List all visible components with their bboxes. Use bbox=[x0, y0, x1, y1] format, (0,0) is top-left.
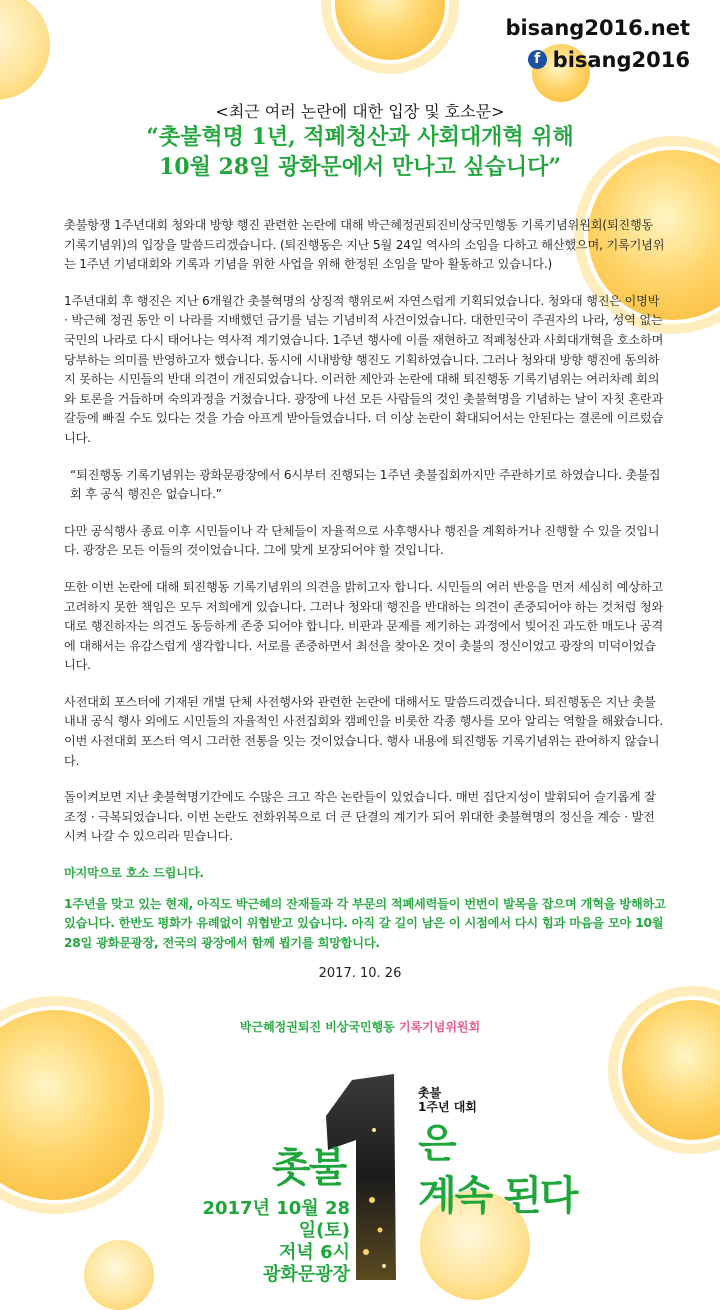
org-logo bbox=[0, 1018, 720, 1035]
big-number-text: 1 bbox=[322, 1070, 323, 1071]
decor-orb-top bbox=[335, 0, 445, 60]
paragraph-march: 1주년대회 후 행진은 지난 6개월간 촛불혁명의 상징적 행위로써 자연스럽게 기획되었습니다. 청와대 행진은 이명박 · 박근혜 정권 동안 이 나라를 지배했던 금기를 넘는 기념비적 사건이었습니다. 대한민국이 주권자의 나라, 성역 없는 국민의 나라로 다시 태어나는 역사적 계기였습니다. 1주년 행사에 이를 재현하고 적폐청산과 사회대개혁을 호소하며 당부하는 의미를 반영하고자 했습니다. 동시에 시내방향 행진도 기획하였습니다. 그러나 청와대 방향 행진에 동의하지 못하는 시민들의 반대 의견이 개진되었습니다. 이러한 제안과 논란에 대해 퇴진행동 기록기념위는 여러차례 회의와 토론을 거듭하며 숙의과정을 거쳤습니다. 광장에 나선 모든 사람들의 것인 촛불혁명을 기념하는 날이 자칫 혼란과 갈등에 빠질 수도 있다는 것을 가슴 아프게 받아들였습니다. 더 이상 논란이 확대되어서는 안된다는 결론에 이르렀습니다. bbox=[64, 293, 664, 445]
poster-date bbox=[190, 1198, 350, 1286]
poster-word-chotbul: 촛불 bbox=[272, 1145, 346, 1191]
poster-date-line-3: 광화문광장 bbox=[263, 1264, 350, 1285]
appeal-heading: 마지막으로 호소 드립니다. bbox=[64, 866, 204, 881]
paragraph-opinion: 또한 이번 논란에 대해 퇴진행동 기록기념위의 의견을 밝히고자 합니다. 시민들의 여러 반응을 먼저 세심히 예상하고 고려하지 못한 책임은 모두 저희에게 있습니다. 그러나 청와대 행진을 반대하는 의견이 존중되어야 하는 것처럼 청와대로 행진하자는 의견도 동등하게 존중 되어야 합니다. 비판과 문제를 제기하는 과정에서 빚어진 과도한 매도나 공격에 대해서는 유감스럽게 생각합니다. 서로를 존중하면서 최선을 찾아온 것이 촛불의 정신이었고 광장의 미덕이었습니다. bbox=[64, 579, 664, 673]
statement-body bbox=[64, 216, 666, 970]
poster-date-line-2: 저녁 6시 bbox=[279, 1242, 350, 1263]
poster-word-eun: 은 bbox=[418, 1121, 457, 1167]
headline-line-2: 10월 28일 광화문에서 만나고 싶습니다” bbox=[158, 154, 562, 180]
statement-date: 2017. 10. 26 bbox=[318, 966, 402, 981]
poster-word-gyesok: 계속 된다 bbox=[418, 1173, 577, 1219]
paragraph-poster: 사전대회 포스터에 기재된 개별 단체 사전행사와 관련한 논란에 대해서도 말씀드리겠습니다. 퇴진행동은 지난 촛불 내내 공식 행사 외에도 시민들의 자율적인 사전집회와 캠페인을 비롯한 각종 행사를 모아 알리는 역할을 해왔습니다. 이번 사전대회 포스터 역시 그러한 전통을 잇는 것이었습니다. 행사 내용에 퇴진행동 기록기념위는 관여하지 않습니다. bbox=[64, 694, 664, 768]
decor-orb-top-left bbox=[0, 0, 50, 100]
site-url[interactable]: bisang2016.net bbox=[505, 16, 690, 40]
org-logo-part-2: 기록기념위원회 bbox=[398, 1020, 481, 1034]
facebook-icon: f bbox=[528, 50, 547, 69]
facebook-link[interactable] bbox=[528, 46, 690, 74]
facebook-handle: bisang2016 bbox=[552, 47, 690, 72]
org-logo-part-1: 박근혜정권퇴진 비상국민행동 bbox=[239, 1020, 395, 1034]
appeal-text: 1주년을 맞고 있는 현재, 아직도 박근혜의 잔재들과 각 부문의 적폐세력들이 번번이 발목을 잡으며 개혁을 방해하고 있습니다. 한반도 평화가 유례없이 위협받고 있습니다. 아직 갈 길이 남은 이 시점에서 다시 힘과 마음을 모아 10월 28일 광화문광장, 전국의 광장에서 함께 뵙기를 희망합니다. bbox=[64, 896, 666, 950]
paragraph-intro: 촛불항쟁 1주년대회 청와대 방향 행진 관련한 논란에 대해 박근혜정권퇴진비상국민행동 기록기념위원회(퇴진행동 기록기념위)의 입장을 말씀드리겠습니다. (퇴진행동은 지난 5월 24일 역사의 소임을 다하고 해산했으며, 기록기념위는 1주년 기념대회와 기록과 기념을 위한 사업을 위해 한정된 소임을 맡아 활동하고 있습니다.) bbox=[64, 218, 665, 272]
paragraph-quote: “퇴진행동 기록기념위는 광화문광장에서 6시부터 진행되는 1주년 촛불집회까지만 주관하기로 하였습니다. 촛불집회 후 공식 행진은 없습니다.” bbox=[70, 467, 661, 502]
paragraph-after-event: 다만 공식행사 종료 이후 시민들이나 각 단체들이 자율적으로 사후행사나 행진을 계획하거나 진행할 수 있을 것입니다. 광장은 모든 이들의 것이었습니다. 그에 맞게 보장되어야 할 것입니다. bbox=[64, 523, 660, 558]
headline-line-1: “촛불혁명 1년, 적폐청산과 사회대개혁 위해 bbox=[146, 124, 574, 150]
paragraph-reflection: 돌이켜보면 지난 촛불혁명기간에도 수많은 크고 작은 논란들이 있었습니다. 매번 집단지성이 발휘되어 슬기롭게 잘 조정 · 극복되었습니다. 이번 논란도 전화위복으로 더 큰 단결의 계기가 되어 위대한 촛불혁명의 정신을 계승 · 발전시켜 나갈 수 있으리라 믿습니다. bbox=[64, 790, 656, 844]
poster-date-line-1: 2017년 10월 28일(토) bbox=[202, 1198, 350, 1241]
poster-label bbox=[418, 1086, 477, 1114]
statement-headline bbox=[60, 122, 660, 182]
poster-label-line-2: 1주년 대회 bbox=[418, 1100, 477, 1114]
event-poster bbox=[0, 1060, 720, 1285]
site-header bbox=[505, 14, 690, 74]
statement-subtitle: <최근 여러 논란에 대한 입장 및 호소문> bbox=[215, 102, 505, 121]
poster-label-line-1: 촛불 bbox=[418, 1086, 442, 1100]
